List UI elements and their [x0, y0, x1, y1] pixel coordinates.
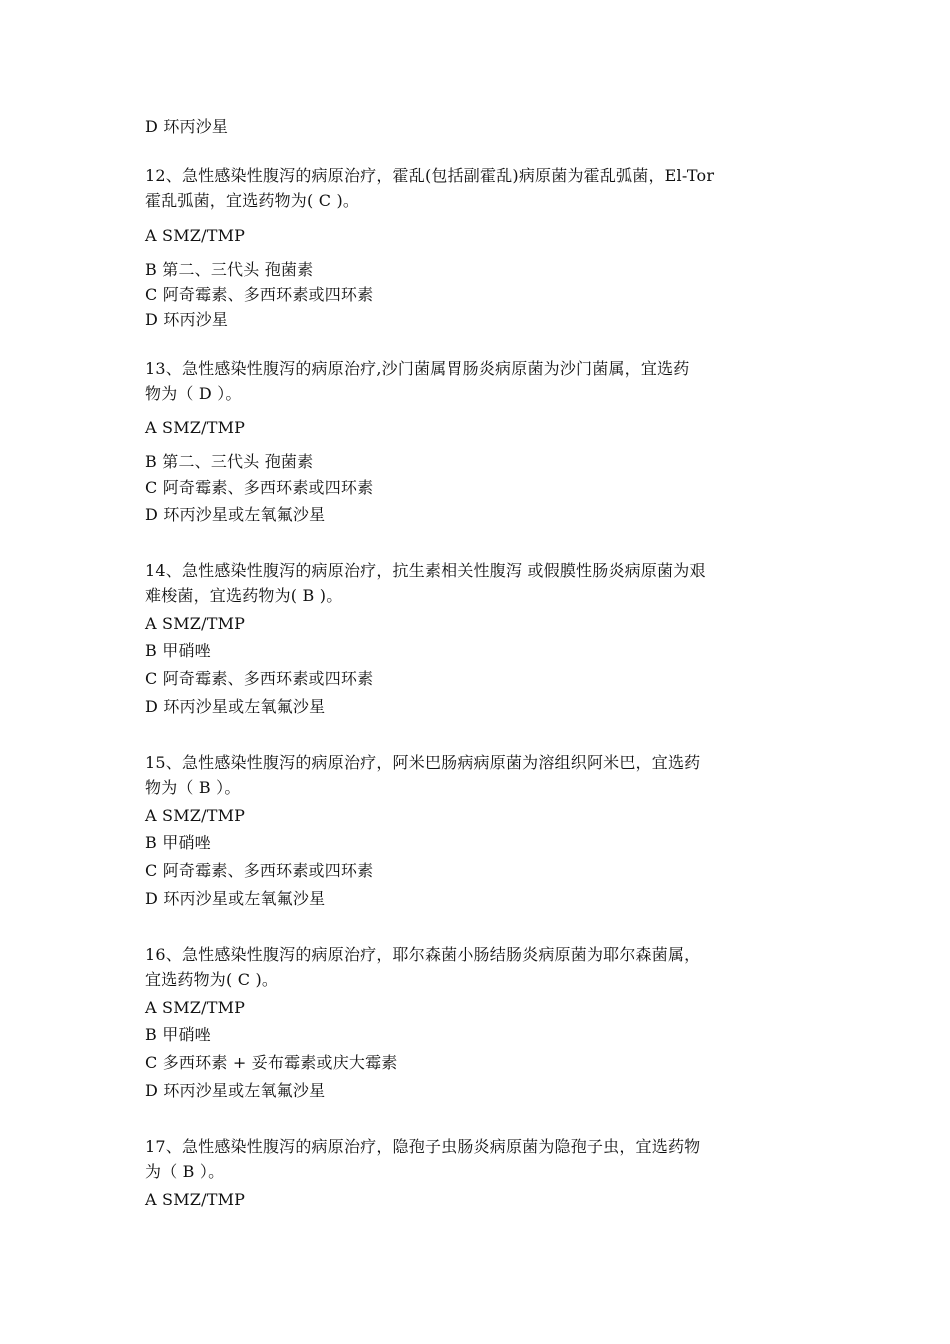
- option-d-q15: D 环丙沙星或左氧氟沙星: [145, 889, 326, 908]
- option-a-q16: A SMZ/TMP: [145, 998, 246, 1017]
- option-b-q16: B 甲硝唑: [145, 1025, 211, 1044]
- document-page: [145, 0, 815, 1344]
- option-a-q17: A SMZ/TMP: [145, 1190, 246, 1209]
- question-17-line-1: 17、急性感染性腹泻的病原治疗，隐孢子虫肠炎病原菌为隐孢子虫，宜选药物: [145, 1137, 701, 1156]
- option-c-q14: C 阿奇霉素、多西环素或四环素: [145, 669, 374, 688]
- option-c-q13: C 阿奇霉素、多西环素或四环素: [145, 478, 374, 497]
- question-12-line-2: 霍乱弧菌，宜选药物为( C )。: [145, 191, 360, 210]
- option-a-q12: A SMZ/TMP: [145, 226, 246, 245]
- question-12-line-1: 12、急性感染性腹泻的病原治疗，霍乱(包括副霍乱)病原菌为霍乱弧菌，El-Tor: [145, 166, 715, 185]
- option-c-q15: C 阿奇霉素、多西环素或四环素: [145, 861, 374, 880]
- option-b-q13: B 第二、三代头 孢菌素: [145, 452, 314, 471]
- option-d-q12: D 环丙沙星: [145, 310, 229, 329]
- option-b-q15: B 甲硝唑: [145, 833, 211, 852]
- option-d-q16: D 环丙沙星或左氧氟沙星: [145, 1081, 326, 1100]
- option-d-q14: D 环丙沙星或左氧氟沙星: [145, 697, 326, 716]
- option-a-q13: A SMZ/TMP: [145, 418, 246, 437]
- option-b-q14: B 甲硝唑: [145, 641, 211, 660]
- question-15-line-2: 物为（ B ）。: [145, 778, 241, 797]
- option-b-q12: B 第二、三代头 孢菌素: [145, 260, 314, 279]
- question-16-line-2: 宜选药物为( C )。: [145, 970, 279, 989]
- option-d-q13: D 环丙沙星或左氧氟沙星: [145, 505, 326, 524]
- option-d-q11: D 环丙沙星: [145, 117, 229, 136]
- question-16-line-1: 16、急性感染性腹泻的病原治疗，耶尔森菌小肠结肠炎病原菌为耶尔森菌属，: [145, 945, 701, 964]
- question-14-line-1: 14、急性感染性腹泻的病原治疗，抗生素相关性腹泻 或假膜性肠炎病原菌为艰: [145, 561, 706, 580]
- question-13-line-2: 物为（ D ）。: [145, 384, 242, 403]
- question-15-line-1: 15、急性感染性腹泻的病原治疗，阿米巴肠病病原菌为溶组织阿米巴，宜选药: [145, 753, 701, 772]
- question-14-line-2: 难梭菌，宜选药物为( B )。: [145, 586, 343, 605]
- option-c-q12: C 阿奇霉素、多西环素或四环素: [145, 285, 374, 304]
- question-13-line-1: 13、急性感染性腹泻的病原治疗,沙门菌属胃肠炎病原菌为沙门菌属，宜选药: [145, 359, 690, 378]
- question-17-line-2: 为（ B ）。: [145, 1162, 225, 1181]
- option-a-q14: A SMZ/TMP: [145, 614, 246, 633]
- option-a-q15: A SMZ/TMP: [145, 806, 246, 825]
- option-c-q16: C 多西环素 + 妥布霉素或庆大霉素: [145, 1053, 398, 1072]
